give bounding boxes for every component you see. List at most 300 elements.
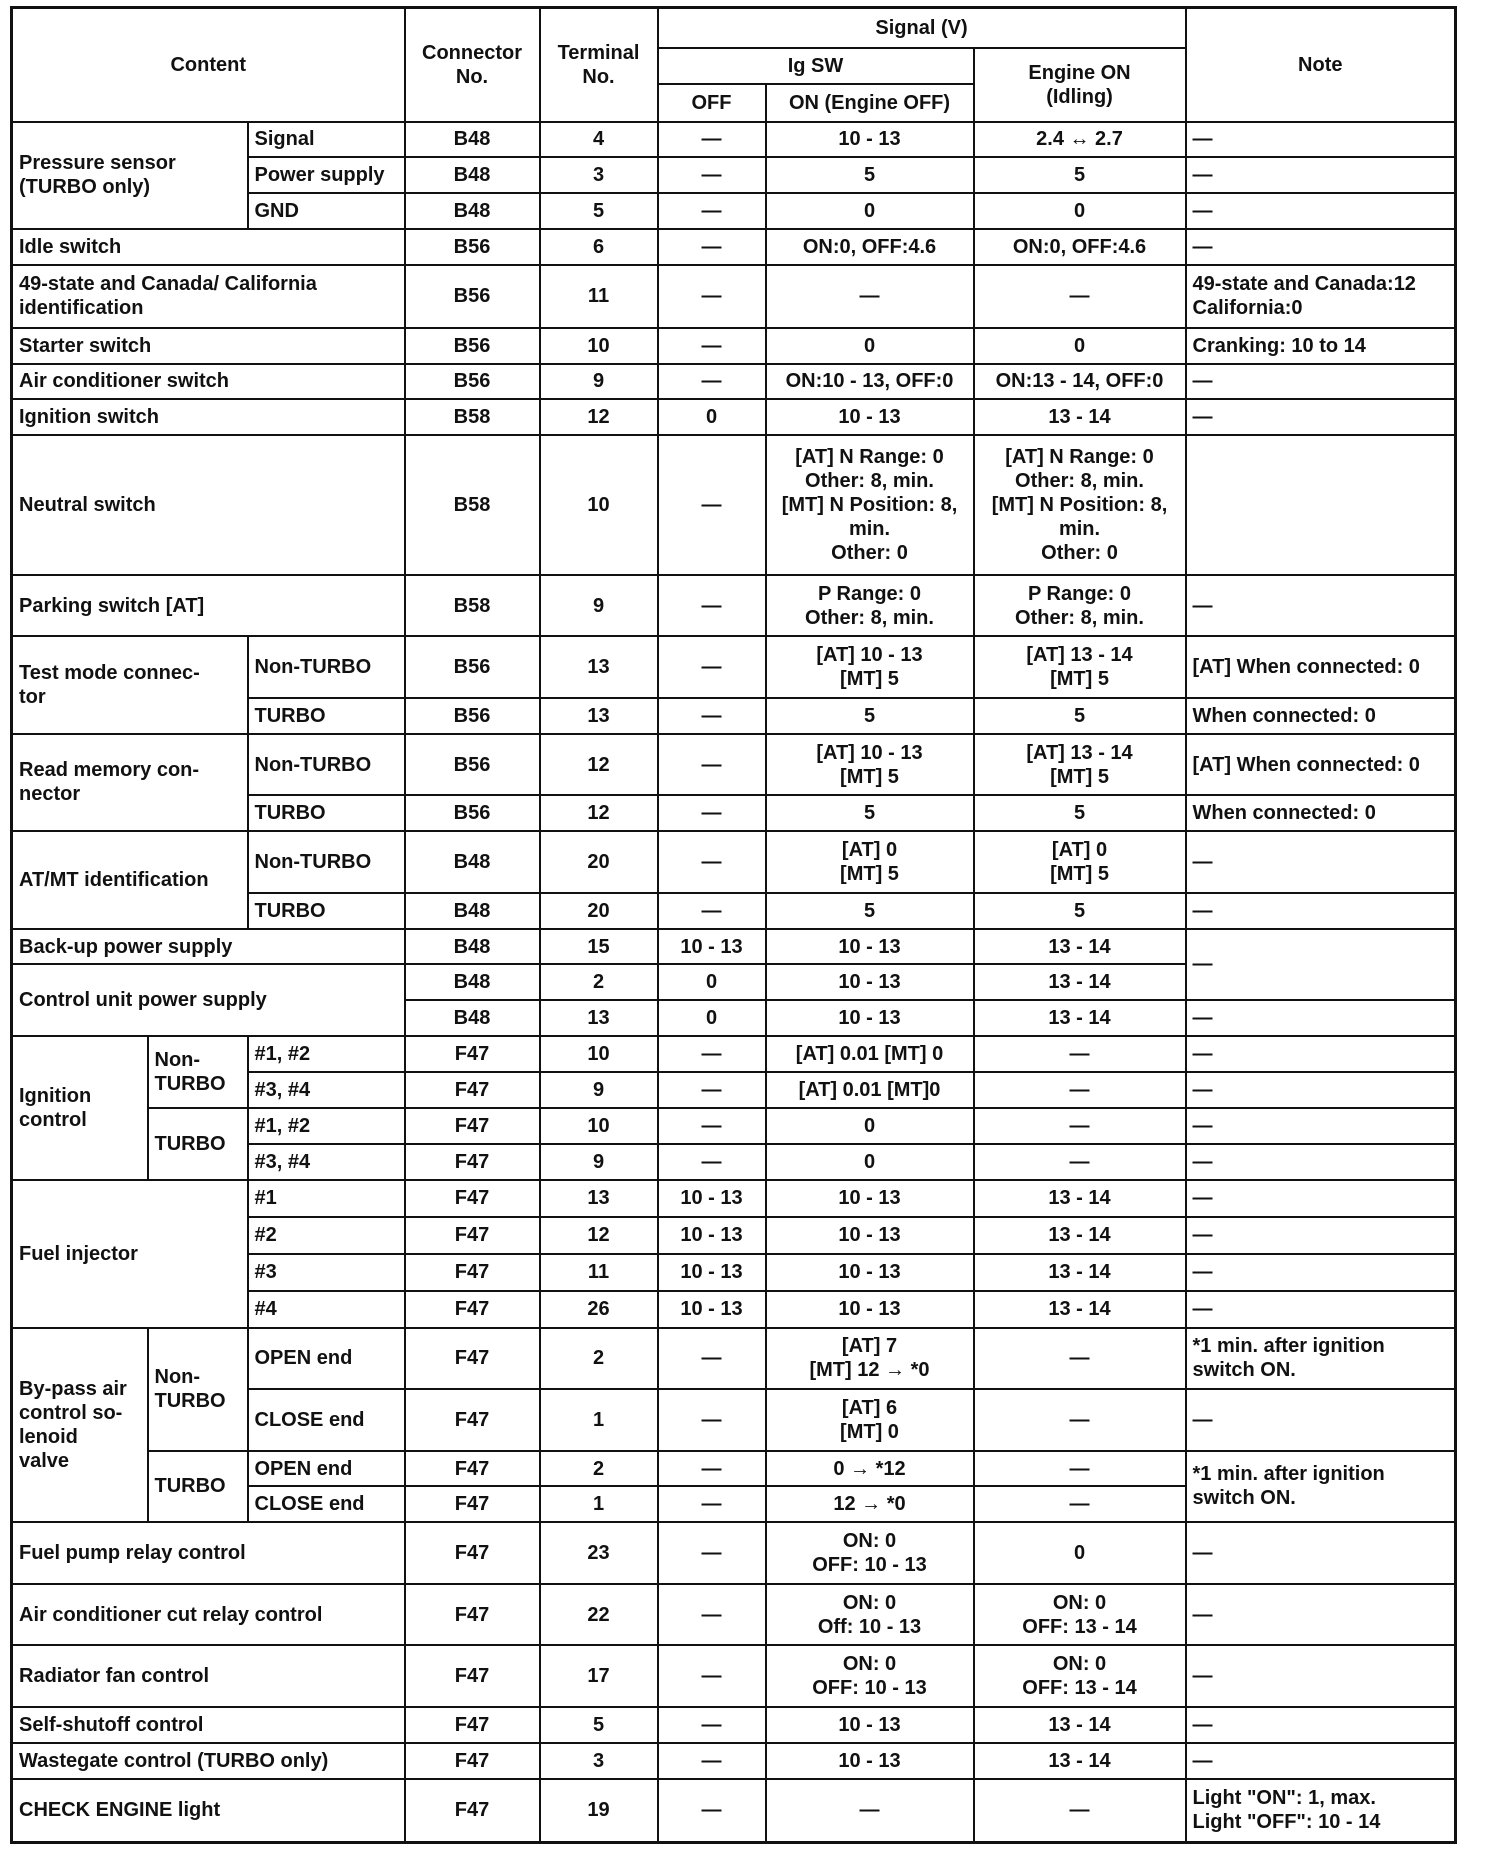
terminal-cell: 22 <box>540 1584 658 1646</box>
connector-cell: B58 <box>405 435 540 574</box>
row-label: Starter switch <box>12 328 405 364</box>
header-ig-sw: Ig SW <box>658 48 974 84</box>
engine-on-cell: — <box>974 1389 1186 1451</box>
sub-label: Non-TURBO <box>248 831 405 893</box>
connector-cell: B56 <box>405 636 540 698</box>
engine-on-cell: — <box>974 1779 1186 1843</box>
table-row <box>12 265 1456 328</box>
on-cell: — <box>766 265 974 328</box>
engine-on-cell: — <box>974 1451 1186 1487</box>
note-cell: — <box>1186 1743 1456 1779</box>
note-cell: When connected: 0 <box>1186 698 1456 734</box>
terminal-cell: 12 <box>540 734 658 796</box>
engine-on-cell: ON:0, OFF:4.6 <box>974 229 1186 265</box>
row-label: By-pass air control so- lenoid valve <box>12 1328 148 1523</box>
off-cell: — <box>658 1144 766 1180</box>
on-cell: 10 - 13 <box>766 1291 974 1328</box>
connector-cell: F47 <box>405 1486 540 1522</box>
note-cell: [AT] When connected: 0 <box>1186 636 1456 698</box>
note-cell: — <box>1186 1000 1456 1036</box>
table-row <box>12 636 1456 698</box>
on-cell: 0 <box>766 328 974 364</box>
note-cell: — <box>1186 1217 1456 1254</box>
group-label: TURBO <box>148 1108 248 1180</box>
sub-label: OPEN end <box>248 1328 405 1390</box>
terminal-cell: 10 <box>540 1036 658 1072</box>
connector-cell: F47 <box>405 1743 540 1779</box>
connector-cell: B56 <box>405 328 540 364</box>
off-cell: 10 - 13 <box>658 929 766 965</box>
row-label: Fuel injector <box>12 1180 248 1328</box>
note-cell: Cranking: 10 to 14 <box>1186 328 1456 364</box>
table-row <box>12 1180 1456 1217</box>
header-off: OFF <box>658 84 766 122</box>
on-cell: 10 - 13 <box>766 122 974 158</box>
on-cell: ON: 0 OFF: 10 - 13 <box>766 1645 974 1707</box>
sub-label: TURBO <box>248 893 405 929</box>
sub-label: CLOSE end <box>248 1486 405 1522</box>
on-cell: 10 - 13 <box>766 964 974 1000</box>
sub-label: TURBO <box>248 698 405 734</box>
engine-on-cell: 2.4 ↔ 2.7 <box>974 122 1186 158</box>
row-label: Idle switch <box>12 229 405 265</box>
terminal-cell: 13 <box>540 1000 658 1036</box>
on-cell: — <box>766 1779 974 1843</box>
on-cell: 10 - 13 <box>766 1217 974 1254</box>
connector-cell: F47 <box>405 1180 540 1217</box>
terminal-cell: 20 <box>540 893 658 929</box>
engine-on-cell: 13 - 14 <box>974 1000 1186 1036</box>
engine-on-cell: — <box>974 1036 1186 1072</box>
connector-cell: B48 <box>405 831 540 893</box>
note-cell: *1 min. after ignition switch ON. <box>1186 1451 1456 1523</box>
table-row <box>12 1779 1456 1843</box>
row-label: Fuel pump relay control <box>12 1522 405 1584</box>
on-cell: [AT] 10 - 13 [MT] 5 <box>766 734 974 796</box>
connector-cell: F47 <box>405 1328 540 1390</box>
on-cell: P Range: 0 Other: 8, min. <box>766 575 974 637</box>
on-cell: [AT] 0.01 [MT] 0 <box>766 1036 974 1072</box>
terminal-cell: 10 <box>540 435 658 574</box>
on-cell: 0 → *12 <box>766 1451 974 1487</box>
connector-cell: F47 <box>405 1291 540 1328</box>
on-cell: [AT] N Range: 0 Other: 8, min. [MT] N Position: 8, min. Other: 0 <box>766 435 974 574</box>
table-header <box>12 8 1456 122</box>
on-cell: 0 <box>766 193 974 229</box>
terminal-voltage-table-page <box>10 6 1454 1844</box>
table-row <box>12 435 1456 574</box>
on-cell: 0 <box>766 1144 974 1180</box>
connector-cell: B48 <box>405 122 540 158</box>
note-cell: — <box>1186 1036 1456 1072</box>
on-cell: 10 - 13 <box>766 1000 974 1036</box>
on-cell: 10 - 13 <box>766 929 974 965</box>
on-cell: 5 <box>766 795 974 831</box>
table-row <box>12 1108 1456 1144</box>
terminal-cell: 3 <box>540 157 658 193</box>
sub-label: Non-TURBO <box>248 636 405 698</box>
on-cell: ON: 0 OFF: 10 - 13 <box>766 1522 974 1584</box>
header-signal: Signal (V) <box>658 8 1186 48</box>
note-cell: Light "ON": 1, max. Light "OFF": 10 - 14 <box>1186 1779 1456 1843</box>
note-cell: When connected: 0 <box>1186 795 1456 831</box>
note-cell: — <box>1186 831 1456 893</box>
connector-cell: F47 <box>405 1522 540 1584</box>
ecu-terminal-voltage-table <box>10 6 1457 1844</box>
terminal-cell: 15 <box>540 929 658 965</box>
table-row <box>12 328 1456 364</box>
on-cell: 5 <box>766 893 974 929</box>
terminal-cell: 5 <box>540 193 658 229</box>
engine-on-cell: 13 - 14 <box>974 1707 1186 1743</box>
row-label: Radiator fan control <box>12 1645 405 1707</box>
terminal-cell: 4 <box>540 122 658 158</box>
sub-label: Signal <box>248 122 405 158</box>
group-label: Non- TURBO <box>148 1036 248 1108</box>
group-label: TURBO <box>148 1451 248 1523</box>
row-label: Ignition control <box>12 1036 148 1180</box>
off-cell: — <box>658 193 766 229</box>
header-content: Content <box>12 8 405 122</box>
header-engine-on: Engine ON (Idling) <box>974 48 1186 122</box>
sub-label: #1, #2 <box>248 1036 405 1072</box>
note-cell: — <box>1186 1180 1456 1217</box>
off-cell: — <box>658 122 766 158</box>
note-cell: — <box>1186 364 1456 400</box>
terminal-cell: 26 <box>540 1291 658 1328</box>
terminal-cell: 10 <box>540 1108 658 1144</box>
engine-on-cell: 13 - 14 <box>974 964 1186 1000</box>
engine-on-cell: — <box>974 1144 1186 1180</box>
sub-label: #1, #2 <box>248 1108 405 1144</box>
engine-on-cell: 0 <box>974 328 1186 364</box>
engine-on-cell: [AT] 13 - 14 [MT] 5 <box>974 636 1186 698</box>
off-cell: — <box>658 1108 766 1144</box>
off-cell: — <box>658 795 766 831</box>
terminal-cell: 1 <box>540 1389 658 1451</box>
connector-cell: F47 <box>405 1707 540 1743</box>
engine-on-cell: 5 <box>974 893 1186 929</box>
on-cell: 10 - 13 <box>766 1254 974 1291</box>
terminal-cell: 12 <box>540 795 658 831</box>
engine-on-cell: ON: 0 OFF: 13 - 14 <box>974 1645 1186 1707</box>
connector-cell: F47 <box>405 1645 540 1707</box>
terminal-cell: 3 <box>540 1743 658 1779</box>
off-cell: — <box>658 229 766 265</box>
sub-label: GND <box>248 193 405 229</box>
connector-cell: F47 <box>405 1036 540 1072</box>
connector-cell: B48 <box>405 893 540 929</box>
on-cell: 10 - 13 <box>766 399 974 435</box>
off-cell: — <box>658 636 766 698</box>
on-cell: ON:0, OFF:4.6 <box>766 229 974 265</box>
connector-cell: B48 <box>405 157 540 193</box>
terminal-cell: 9 <box>540 364 658 400</box>
row-label: Wastegate control (TURBO only) <box>12 1743 405 1779</box>
on-cell: [AT] 0 [MT] 5 <box>766 831 974 893</box>
off-cell: — <box>658 435 766 574</box>
connector-cell: B56 <box>405 795 540 831</box>
on-cell: 12 → *0 <box>766 1486 974 1522</box>
row-label: Read memory con- nector <box>12 734 248 831</box>
row-label: Self-shutoff control <box>12 1707 405 1743</box>
terminal-cell: 12 <box>540 1217 658 1254</box>
on-cell: [AT] 10 - 13 [MT] 5 <box>766 636 974 698</box>
engine-on-cell: ON: 0 OFF: 13 - 14 <box>974 1584 1186 1646</box>
row-label: Ignition switch <box>12 399 405 435</box>
off-cell: — <box>658 1522 766 1584</box>
off-cell: — <box>658 893 766 929</box>
terminal-cell: 12 <box>540 399 658 435</box>
row-label: CHECK ENGINE light <box>12 1779 405 1843</box>
terminal-cell: 11 <box>540 265 658 328</box>
table-row <box>12 1328 1456 1390</box>
off-cell: — <box>658 328 766 364</box>
off-cell: — <box>658 1328 766 1390</box>
note-cell: — <box>1186 1072 1456 1108</box>
terminal-cell: 13 <box>540 1180 658 1217</box>
engine-on-cell: 5 <box>974 698 1186 734</box>
engine-on-cell: — <box>974 1328 1186 1390</box>
note-cell: — <box>1186 929 1456 1001</box>
row-label: Test mode connec- tor <box>12 636 248 733</box>
table-row <box>12 364 1456 400</box>
header-on-engine-off: ON (Engine OFF) <box>766 84 974 122</box>
off-cell: — <box>658 1645 766 1707</box>
note-cell: — <box>1186 229 1456 265</box>
terminal-cell: 13 <box>540 636 658 698</box>
off-cell: — <box>658 575 766 637</box>
connector-cell: F47 <box>405 1108 540 1144</box>
connector-cell: B56 <box>405 734 540 796</box>
table-row <box>12 1645 1456 1707</box>
row-label: Control unit power supply <box>12 964 405 1036</box>
row-label: Pressure sensor (TURBO only) <box>12 122 248 230</box>
terminal-cell: 5 <box>540 1707 658 1743</box>
note-cell: — <box>1186 122 1456 158</box>
terminal-cell: 9 <box>540 1072 658 1108</box>
engine-on-cell: 13 - 14 <box>974 1180 1186 1217</box>
engine-on-cell: — <box>974 1108 1186 1144</box>
off-cell: 0 <box>658 399 766 435</box>
connector-cell: F47 <box>405 1584 540 1646</box>
terminal-cell: 6 <box>540 229 658 265</box>
note-cell <box>1186 435 1456 574</box>
on-cell: 10 - 13 <box>766 1707 974 1743</box>
sub-label: #3, #4 <box>248 1144 405 1180</box>
engine-on-cell: 13 - 14 <box>974 1291 1186 1328</box>
connector-cell: F47 <box>405 1254 540 1291</box>
off-cell: — <box>658 1584 766 1646</box>
terminal-cell: 23 <box>540 1522 658 1584</box>
connector-cell: B56 <box>405 364 540 400</box>
off-cell: — <box>658 1036 766 1072</box>
note-cell: — <box>1186 1291 1456 1328</box>
terminal-cell: 13 <box>540 698 658 734</box>
on-cell: ON:10 - 13, OFF:0 <box>766 364 974 400</box>
on-cell: 10 - 13 <box>766 1743 974 1779</box>
off-cell: — <box>658 1743 766 1779</box>
connector-cell: B56 <box>405 265 540 328</box>
row-label: AT/MT identification <box>12 831 248 928</box>
terminal-cell: 10 <box>540 328 658 364</box>
off-cell: — <box>658 364 766 400</box>
note-cell: — <box>1186 1584 1456 1646</box>
terminal-cell: 20 <box>540 831 658 893</box>
off-cell: — <box>658 831 766 893</box>
engine-on-cell: 0 <box>974 193 1186 229</box>
note-cell: — <box>1186 1707 1456 1743</box>
off-cell: 0 <box>658 1000 766 1036</box>
off-cell: — <box>658 734 766 796</box>
row-label: Air conditioner cut relay control <box>12 1584 405 1646</box>
sub-label: #2 <box>248 1217 405 1254</box>
note-cell: — <box>1186 399 1456 435</box>
table-row <box>12 399 1456 435</box>
sub-label: #3, #4 <box>248 1072 405 1108</box>
connector-cell: F47 <box>405 1451 540 1487</box>
note-cell: 49-state and Canada:12 California:0 <box>1186 265 1456 328</box>
sub-label: Non-TURBO <box>248 734 405 796</box>
terminal-cell: 1 <box>540 1486 658 1522</box>
connector-cell: F47 <box>405 1779 540 1843</box>
off-cell: — <box>658 1072 766 1108</box>
engine-on-cell: 0 <box>974 1522 1186 1584</box>
on-cell: 5 <box>766 698 974 734</box>
engine-on-cell: — <box>974 265 1186 328</box>
connector-cell: B48 <box>405 1000 540 1036</box>
off-cell: — <box>658 1389 766 1451</box>
off-cell: — <box>658 698 766 734</box>
note-cell: — <box>1186 193 1456 229</box>
table-row <box>12 1522 1456 1584</box>
on-cell: [AT] 7 [MT] 12 → *0 <box>766 1328 974 1390</box>
terminal-cell: 2 <box>540 1451 658 1487</box>
off-cell: 10 - 13 <box>658 1291 766 1328</box>
connector-cell: B48 <box>405 964 540 1000</box>
row-label: Back-up power supply <box>12 929 405 965</box>
row-label: 49-state and Canada/ California identification <box>12 265 405 328</box>
engine-on-cell: P Range: 0 Other: 8, min. <box>974 575 1186 637</box>
on-cell: ON: 0 Off: 10 - 13 <box>766 1584 974 1646</box>
connector-cell: B58 <box>405 575 540 637</box>
on-cell: 0 <box>766 1108 974 1144</box>
engine-on-cell: [AT] N Range: 0 Other: 8, min. [MT] N Position: 8, min. Other: 0 <box>974 435 1186 574</box>
table-body <box>12 122 1456 1843</box>
terminal-cell: 9 <box>540 575 658 637</box>
terminal-cell: 9 <box>540 1144 658 1180</box>
off-cell: — <box>658 265 766 328</box>
note-cell: — <box>1186 1144 1456 1180</box>
header-terminal-no: Terminal No. <box>540 8 658 122</box>
off-cell: — <box>658 1451 766 1487</box>
row-label: Parking switch [AT] <box>12 575 405 637</box>
engine-on-cell: [AT] 13 - 14 [MT] 5 <box>974 734 1186 796</box>
terminal-cell: 2 <box>540 1328 658 1390</box>
off-cell: — <box>658 1486 766 1522</box>
terminal-cell: 11 <box>540 1254 658 1291</box>
terminal-cell: 17 <box>540 1645 658 1707</box>
connector-cell: F47 <box>405 1389 540 1451</box>
sub-label: TURBO <box>248 795 405 831</box>
engine-on-cell: 13 - 14 <box>974 929 1186 965</box>
note-cell: — <box>1186 157 1456 193</box>
sub-label: OPEN end <box>248 1451 405 1487</box>
on-cell: 5 <box>766 157 974 193</box>
row-label: Neutral switch <box>12 435 405 574</box>
connector-cell: F47 <box>405 1144 540 1180</box>
engine-on-cell: 5 <box>974 157 1186 193</box>
table-row <box>12 575 1456 637</box>
off-cell: — <box>658 1707 766 1743</box>
header-connector-no: Connector No. <box>405 8 540 122</box>
connector-cell: F47 <box>405 1217 540 1254</box>
note-cell: *1 min. after ignition switch ON. <box>1186 1328 1456 1390</box>
table-row <box>12 1707 1456 1743</box>
table-row <box>12 929 1456 965</box>
off-cell: 0 <box>658 964 766 1000</box>
off-cell: 10 - 13 <box>658 1254 766 1291</box>
engine-on-cell: 13 - 14 <box>974 1217 1186 1254</box>
sub-label: #1 <box>248 1180 405 1217</box>
connector-cell: F47 <box>405 1072 540 1108</box>
off-cell: — <box>658 1779 766 1843</box>
terminal-cell: 19 <box>540 1779 658 1843</box>
connector-cell: B48 <box>405 929 540 965</box>
engine-on-cell: 5 <box>974 795 1186 831</box>
table-row <box>12 229 1456 265</box>
on-cell: [AT] 6 [MT] 0 <box>766 1389 974 1451</box>
note-cell: — <box>1186 893 1456 929</box>
table-row <box>12 1743 1456 1779</box>
table-row <box>12 122 1456 158</box>
table-row <box>12 1584 1456 1646</box>
table-row <box>12 1036 1456 1072</box>
note-cell: [AT] When connected: 0 <box>1186 734 1456 796</box>
header-note: Note <box>1186 8 1456 122</box>
note-cell: — <box>1186 1645 1456 1707</box>
connector-cell: B58 <box>405 399 540 435</box>
engine-on-cell: [AT] 0 [MT] 5 <box>974 831 1186 893</box>
row-label: Air conditioner switch <box>12 364 405 400</box>
connector-cell: B48 <box>405 193 540 229</box>
note-cell: — <box>1186 1522 1456 1584</box>
off-cell: 10 - 13 <box>658 1217 766 1254</box>
connector-cell: B56 <box>405 698 540 734</box>
note-cell: — <box>1186 1254 1456 1291</box>
group-label: Non- TURBO <box>148 1328 248 1451</box>
engine-on-cell: 13 - 14 <box>974 1254 1186 1291</box>
engine-on-cell: 13 - 14 <box>974 399 1186 435</box>
sub-label: CLOSE end <box>248 1389 405 1451</box>
off-cell: — <box>658 157 766 193</box>
note-cell: — <box>1186 575 1456 637</box>
table-row <box>12 1451 1456 1487</box>
note-cell: — <box>1186 1108 1456 1144</box>
note-cell: — <box>1186 1389 1456 1451</box>
on-cell: 10 - 13 <box>766 1180 974 1217</box>
engine-on-cell: — <box>974 1072 1186 1108</box>
connector-cell: B56 <box>405 229 540 265</box>
sub-label: #3 <box>248 1254 405 1291</box>
on-cell: [AT] 0.01 [MT]0 <box>766 1072 974 1108</box>
table-row <box>12 831 1456 893</box>
sub-label: #4 <box>248 1291 405 1328</box>
engine-on-cell: ON:13 - 14, OFF:0 <box>974 364 1186 400</box>
table-row <box>12 734 1456 796</box>
terminal-cell: 2 <box>540 964 658 1000</box>
engine-on-cell: — <box>974 1486 1186 1522</box>
